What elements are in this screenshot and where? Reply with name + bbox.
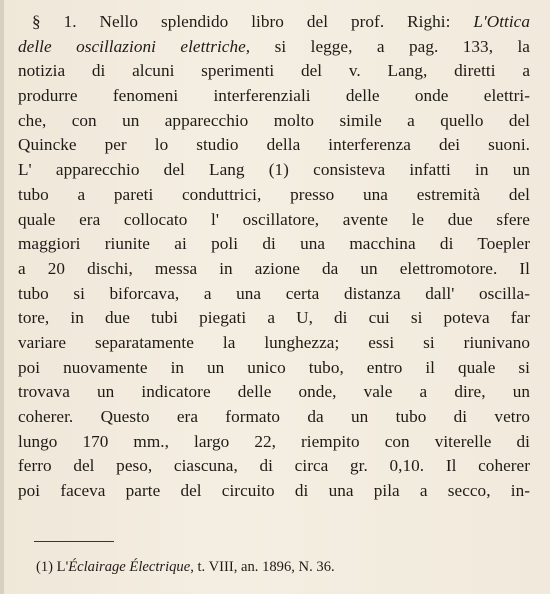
text-run: ferro del peso, ciascuna, di circa gr. 0,10. Il coherer [18,456,530,476]
scan-edge [0,0,4,594]
italic-text: delle oscillazioni elettriche, [18,36,251,56]
text-run: produrre fenomeni interferenziali delle onde elettri- [18,86,530,106]
text-run: variare separatamente la lunghezza; essi si riunivano [18,332,530,352]
text-run: quale era collocato l' oscillatore, avente le due sfere [18,209,530,229]
footnote-italic-text: Éclairage Électrique [68,559,191,575]
text-run: tore, in due tubi piegati a U, di cui si poteva far [18,308,530,328]
text-run: § 1. Nello splendido libro del prof. Righi: [32,12,474,31]
text-run: tubo a pareti conduttrici, presso una estremità del [18,184,530,204]
footnote-text: , t. VIII, an. 1896, N. 36. [190,559,335,575]
text-run: trovava un indicatore delle onde, vale a dire, un [18,382,530,402]
text-line [18,232,530,257]
text-line [18,10,530,35]
text-run: tubo si biforcava, a una certa distanza dall' oscilla- [18,283,530,303]
text-line [18,133,530,158]
text-line [18,454,530,479]
text-run: coherer. Questo era formato da un tubo di vetro [18,407,530,426]
italic-text: L'Ottica [473,12,530,31]
footnote-text: (1) L' [36,559,69,575]
text-line [18,479,530,504]
text-line [18,59,530,84]
text-line [18,331,530,356]
text-line [18,158,530,183]
text-line [18,257,530,282]
text-run: poi nuovamente in un unico tubo, entro il quale si [18,357,530,377]
text-run: che, con un apparecchio molto simile a quello del [18,110,530,130]
text-run: notizia di alcuni sperimenti del v. Lang, diretti a [18,61,530,81]
text-run: lungo 170 mm., largo 22, riempito con viterelle di [18,431,530,451]
text-line [18,109,530,134]
text-run: L' apparecchio del Lang (1) consisteva infatti in un [18,160,530,180]
text-line [18,208,530,233]
text-line [18,35,530,60]
footnote-separator [34,541,114,542]
text-line [18,430,530,455]
text-run: si legge, a pag. 133, la [250,36,530,56]
text-run: maggiori riunite ai poli di una macchina di Toepler [18,234,530,254]
text-line [18,405,530,430]
text-run: poi faceva parte del circuito di una pila a secco, in- [18,481,530,501]
main-paragraph [18,10,530,504]
text-line [18,183,530,208]
text-run: Quincke per lo studio della interferenza dei suoni. [18,135,530,155]
text-line [18,84,530,109]
text-line [18,306,530,331]
text-run: a 20 dischi, messa in azione da un elettromotore. Il [18,258,530,278]
text-line [18,380,530,405]
text-line [18,356,530,381]
text-line [18,282,530,307]
footnote [36,557,335,577]
